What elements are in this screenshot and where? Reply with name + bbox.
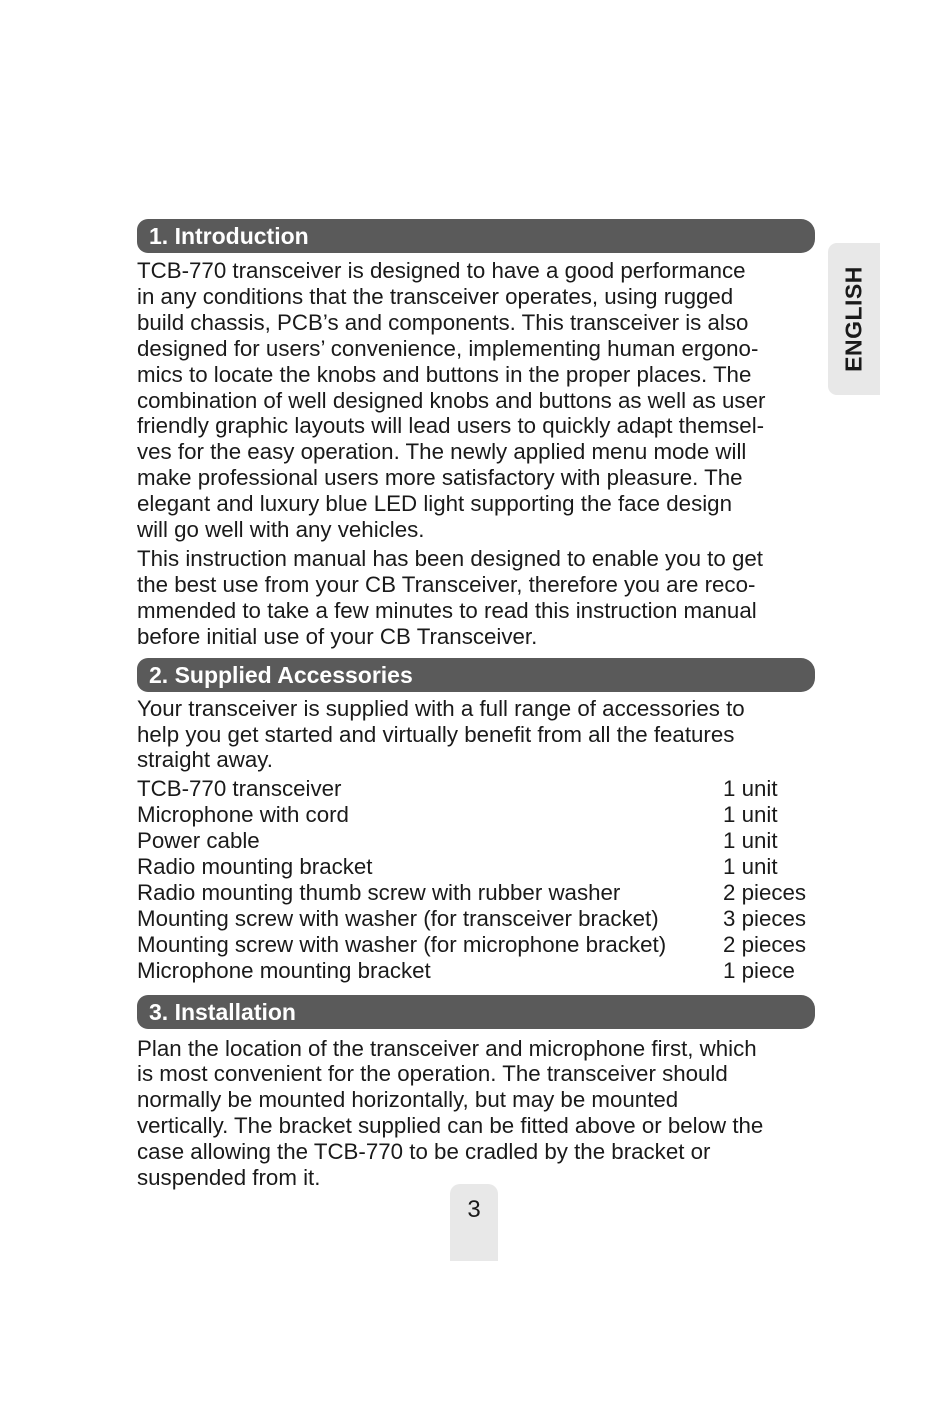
accessory-name: TCB-770 transceiver	[137, 776, 342, 802]
accessory-quantity: 2 pieces	[723, 931, 807, 957]
accessory-quantity: 1 unit	[723, 802, 778, 828]
accessory-quantity: 3 pieces	[723, 905, 807, 931]
list-item	[137, 776, 815, 802]
list-item	[137, 854, 815, 880]
accessory-name: Microphone mounting bracket	[137, 957, 431, 983]
section-heading-introduction: 1. Introduction	[137, 219, 815, 253]
list-item	[137, 802, 815, 828]
language-tab	[828, 243, 880, 395]
list-item	[137, 880, 815, 906]
list-item	[137, 932, 815, 958]
accessories-paragraph: Your transceiver is supplied with a full range of accessories to help you get started and virtually benefit from all the features straight away.	[137, 695, 745, 773]
accessory-name: Power cable	[137, 828, 260, 854]
page-number-tab	[450, 1184, 498, 1261]
accessory-quantity: 2 pieces	[723, 879, 807, 905]
list-item	[137, 958, 815, 984]
accessory-quantity: 1 unit	[723, 854, 778, 880]
introduction-paragraph: This instruction manual has been designed to enable you to get the best use from your CB Transceiver, therefore you are reco- mmended to take a few minutes to read this instruction manual before initial use of your CB Transceiver.	[137, 545, 763, 649]
accessory-name: Radio mounting thumb screw with rubber washer	[137, 879, 621, 905]
accessory-name: Microphone with cord	[137, 802, 349, 828]
accessory-quantity: 1 unit	[723, 776, 778, 802]
accessory-quantity: 1 piece	[723, 957, 795, 983]
page-number: 3	[467, 1196, 481, 1223]
accessory-name: Mounting screw with washer (for transceiver bracket)	[137, 905, 659, 931]
accessory-name: Mounting screw with washer (for microphone bracket)	[137, 931, 667, 957]
section-heading-installation: 3. Installation	[137, 995, 815, 1029]
language-label: ENGLISH	[840, 266, 867, 372]
installation-paragraph: Plan the location of the transceiver and microphone first, which is most convenient for the operation. The transceiver should normally be mounted horizontally, but may be mounted vertically. The bracket supplied can be fitted above or below the case allowing the TCB-770 to be cradled by the bracket or suspended from it.	[137, 1035, 764, 1191]
accessory-quantity: 1 unit	[723, 828, 778, 854]
accessories-list	[137, 776, 815, 983]
accessory-name: Radio mounting bracket	[137, 854, 373, 880]
page-content	[137, 219, 815, 1191]
list-item	[137, 906, 815, 932]
introduction-paragraph: TCB-770 transceiver is designed to have a good performance in any conditions that the transceiver operates, using rugged build chassis, PCB’s and components. This transceiver is also designed for users’ convenience, implementing human ergono- mics to locate the knobs and buttons in the proper places. The combination of well designed knobs and buttons as well as user friendly graphic layouts will lead users to quickly adapt themsel- ves for the easy operation. The newly applied menu mode will make professional users more satisfactory with pleasure. The elegant and luxury blue LED light supporting the face design will go well with any vehicles.	[137, 258, 766, 543]
list-item	[137, 828, 815, 854]
section-heading-supplied-accessories: 2. Supplied Accessories	[137, 658, 815, 692]
